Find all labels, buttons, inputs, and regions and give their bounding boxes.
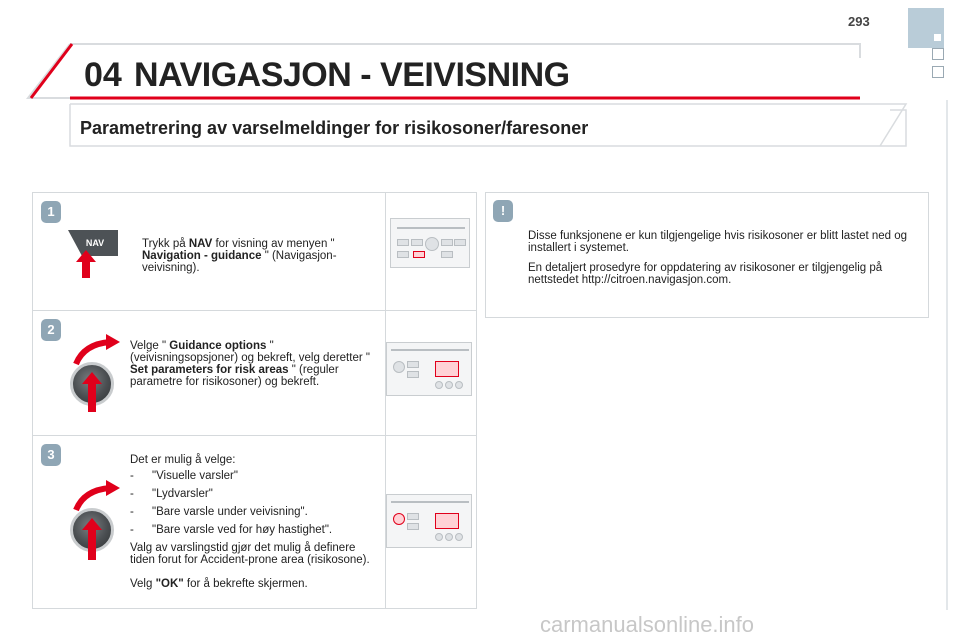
radio-panel-image bbox=[386, 342, 472, 396]
step-3-badge: 3 bbox=[41, 444, 61, 466]
step-divider bbox=[385, 193, 386, 310]
option-guidance-only: "Bare varsle under veivisning". bbox=[152, 506, 308, 518]
side-rule bbox=[946, 100, 948, 610]
step-3-intro: Det er mulig å velge: bbox=[130, 454, 236, 466]
nav-button-label: NAV bbox=[85, 238, 105, 248]
section-title: Parametrering av varselmeldinger for risikosoner/faresoner bbox=[80, 118, 589, 138]
chapter-number: 04 bbox=[84, 56, 122, 94]
step-3-note: Valg av varslingstid gjør det mulig å definere tiden forut for Accident-prone area (risikosone). bbox=[130, 542, 370, 566]
press-arrow-icon bbox=[80, 372, 104, 412]
option-visual-alerts: "Visuelle varsler" bbox=[152, 470, 238, 482]
press-arrow-icon bbox=[80, 518, 104, 560]
exclamation-icon: ! bbox=[493, 200, 513, 222]
option-sound-alerts: "Lydvarsler" bbox=[152, 488, 213, 500]
list-bullet: - bbox=[130, 506, 134, 518]
step-2-text: Velge " Guidance options " (veivisningsopsjoner) og bekreft, velg deretter " Set parameters for risk areas " (reguler parametre for risikosoner) og bekreft. bbox=[130, 340, 370, 388]
step-3-confirm: Velg "OK" for å bekrefte skjermen. bbox=[130, 578, 308, 590]
radio-panel-image bbox=[390, 218, 470, 268]
chapter-title: NAVIGASJON - VEIVISNING bbox=[134, 56, 570, 94]
step-1-text: Trykk på NAV for visning av menyen " Navigation - guidance " (Navigasjon-veivisning). bbox=[142, 238, 337, 274]
radio-panel-image bbox=[386, 494, 472, 548]
step-1-badge: 1 bbox=[41, 201, 61, 223]
list-bullet: - bbox=[130, 524, 134, 536]
option-overspeed-only: "Bare varsle ved for høy hastighet". bbox=[152, 524, 333, 536]
page-number: 293 bbox=[848, 14, 870, 29]
footer-watermark: carmanualsonline.info bbox=[540, 612, 755, 637]
list-bullet: - bbox=[130, 470, 134, 482]
list-bullet: - bbox=[130, 488, 134, 500]
warning-box bbox=[485, 192, 929, 318]
nav-button-icon bbox=[62, 222, 122, 282]
step-2-badge: 2 bbox=[41, 319, 61, 341]
warning-paragraph-1: Disse funksjonene er kun tilgjengelige hvis risikosoner er blitt lastet ned og installert i systemet. bbox=[528, 230, 908, 254]
warning-paragraph-2: En detaljert prosedyre for oppdatering av risikosoner er tilgjengelig på nettstedet http://citroen.navigasjon.com. bbox=[528, 262, 883, 286]
